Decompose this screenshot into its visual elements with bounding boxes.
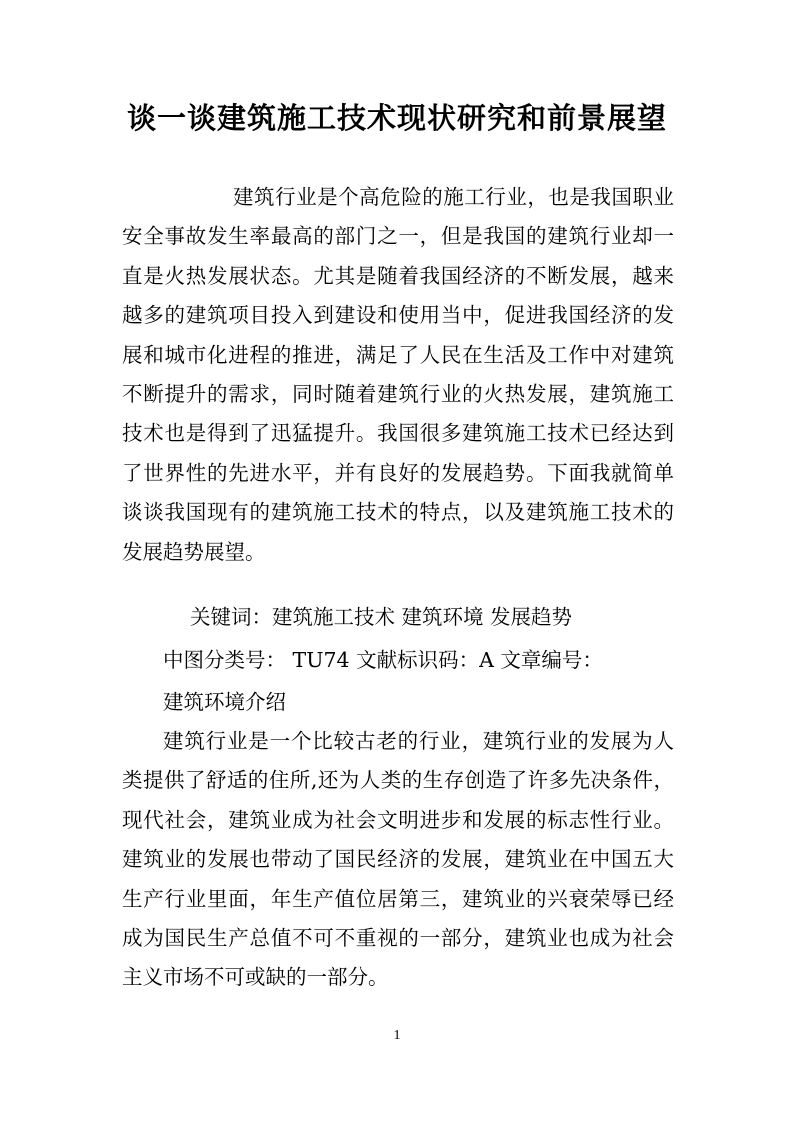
keywords-line: 关键词：建筑施工技术 建筑环境 发展趋势 (190, 605, 573, 629)
section-heading: 建筑环境介绍 (163, 690, 286, 714)
classification-line: 中图分类号： TU74 文献标识码：A 文章编号： (163, 648, 603, 672)
document-title: 谈一谈建筑施工技术现状研究和前景展望 (126, 101, 667, 135)
section-paragraph: 建筑行业是一个比较古老的行业，建筑行业的发展为人类提供了舒适的住所,还为人类的生存创造了许多先决条件，现代社会，建筑业成为社会文明进步和发展的标志性行业。建筑业的发展也带动了国民经济的发展，建筑业在中国五大生产行业里面，年生产值位居第三，建筑业的兴衰荣辱已经成为国民生产总值不可不重视的一部分，建筑业也成为社会主义市场不可或缺的一部分。 (122, 729, 674, 990)
page-number: 1 (393, 1028, 401, 1043)
intro-paragraph: 建筑行业是个高危险的施工行业，也是我国职业安全事故发生率最高的部门之一，但是我国的建筑行业却一直是火热发展状态。尤其是随着我国经济的不断发展，越来越多的建筑项目投入到建设和使用当中，促进我国经济的发展和城市化进程的推进，满足了人民在生活及工作中对建筑不断提升的需求，同时随着建筑行业的火热发展，建筑施工技术也是得到了迅猛提升。我国很多建筑施工技术已经达到了世界性的先进水平，并有良好的发展趋势。下面我就简单谈谈我国现有的建筑施工技术的特点，以及建筑施工技术的发展趋势展望。 (122, 185, 674, 564)
